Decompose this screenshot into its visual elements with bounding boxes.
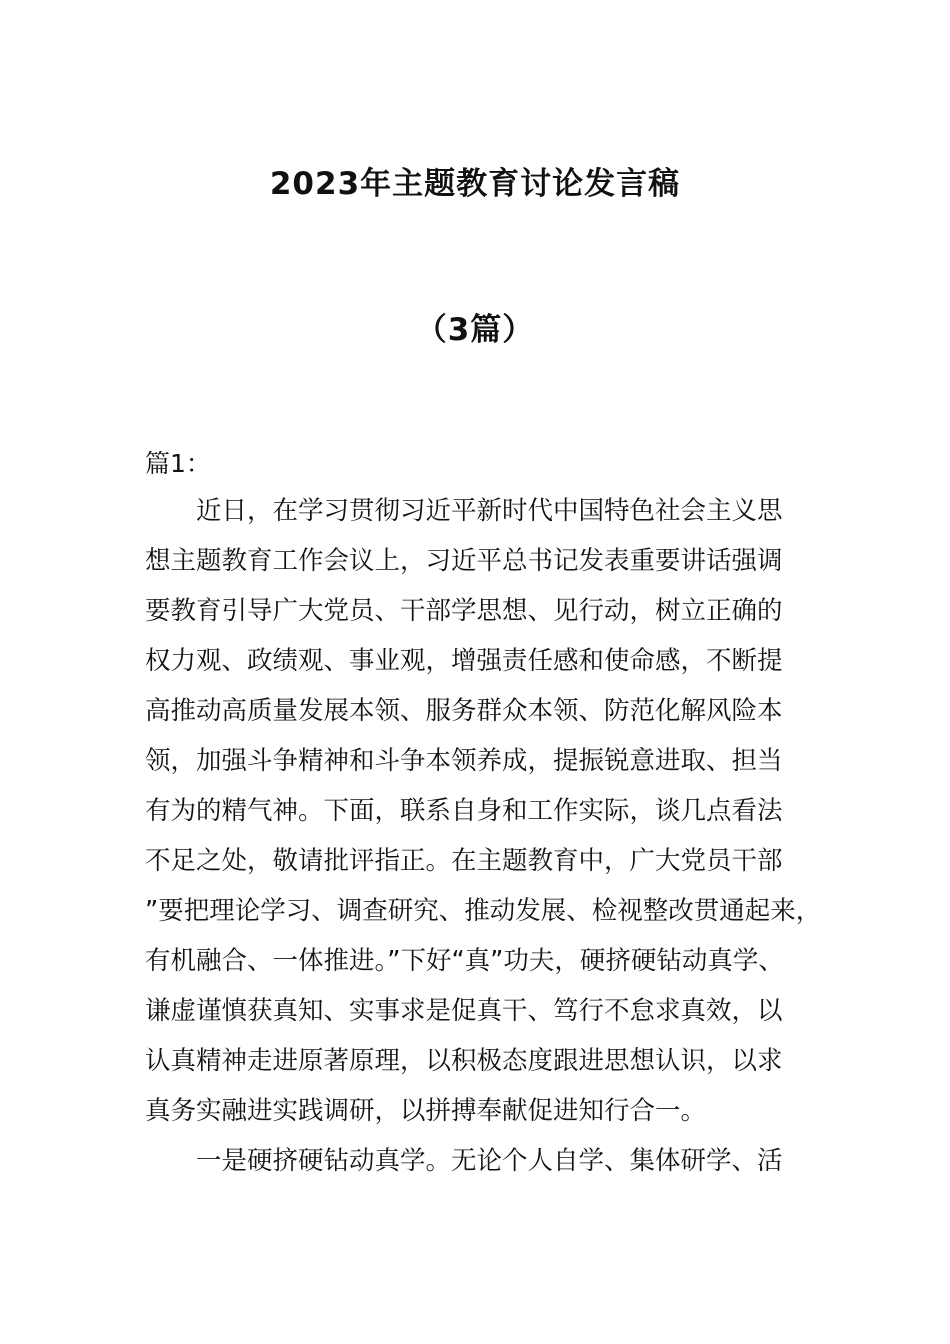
- document-title: 2023年主题教育讨论发言稿: [269, 166, 681, 202]
- paragraph-line: 领，加强斗争精神和斗争本领养成，提振锐意进取、担当: [145, 746, 783, 776]
- paragraph-line: 要教育引导广大党员、干部学思想、见行动，树立正确的: [145, 596, 783, 626]
- document-subtitle: （3篇）: [415, 312, 535, 348]
- paragraph-line: 认真精神走进原著原理，以积极态度跟进思想认识，以求: [145, 1046, 783, 1076]
- paragraph-line: 想主题教育工作会议上，习近平总书记发表重要讲话强调: [145, 546, 783, 576]
- paragraph-line: 不足之处，敬请批评指正。在主题教育中，广大党员干部: [145, 846, 783, 876]
- section-label: 篇1：: [145, 449, 211, 478]
- paragraph-line: 谦虚谨慎获真知、实事求是促真干、笃行不怠求真效，以: [145, 996, 783, 1026]
- paragraph-line: 高推动高质量发展本领、服务群众本领、防范化解风险本: [145, 696, 783, 726]
- paragraph-line: 一是硬挤硬钻动真学。无论个人自学、集体研学、活: [196, 1146, 783, 1176]
- paragraph-line: 有机融合、一体推进。”下好“真”功夫，硬挤硬钻动真学、: [145, 946, 784, 976]
- paragraph-line: 近日，在学习贯彻习近平新时代中国特色社会主义思: [196, 496, 783, 526]
- paragraph-line: ”要把理论学习、调查研究、推动发展、检视整改贯通起来，: [145, 896, 822, 926]
- paragraph-line: 权力观、政绩观、事业观，增强责任感和使命感，不断提: [145, 646, 783, 676]
- paragraph-line: 有为的精气神。下面，联系自身和工作实际，谈几点看法: [145, 796, 783, 826]
- paragraph-line: 真务实融进实践调研，以拼搏奉献促进知行合一。: [145, 1096, 707, 1126]
